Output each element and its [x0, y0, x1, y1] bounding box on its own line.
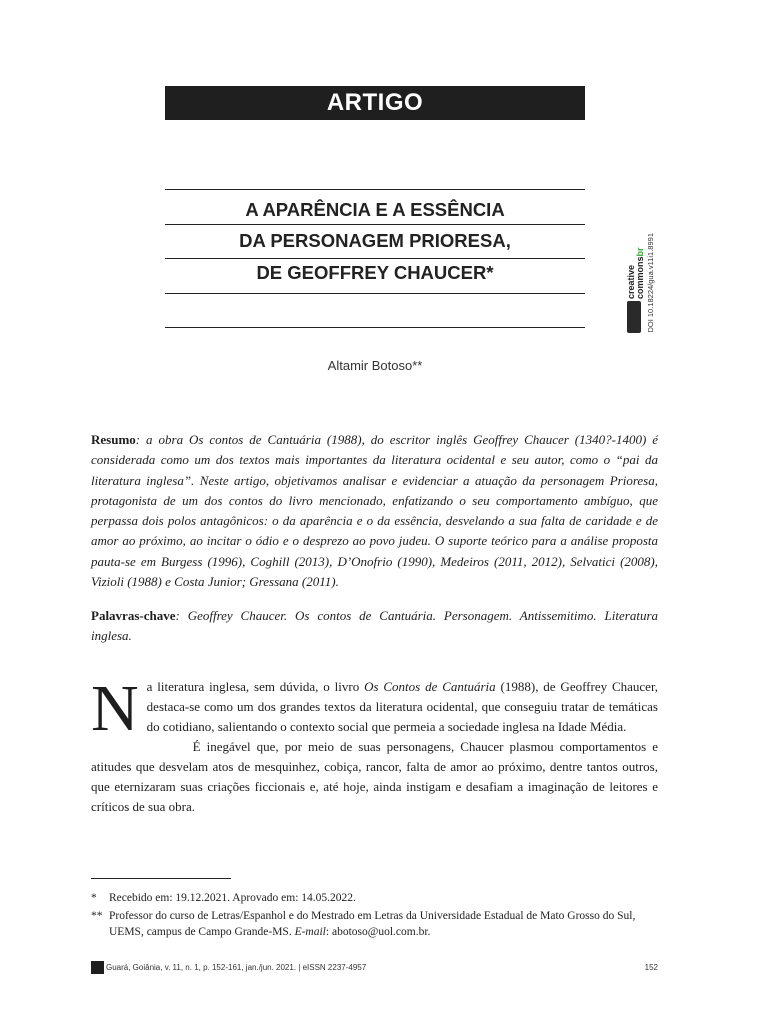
cc-license-icon	[627, 301, 641, 333]
p1-book-title: Os Contos de Cantuária	[364, 679, 496, 694]
doi-label: DOI 10.18224/gua.v11i1.8991	[646, 233, 655, 333]
article-title-line-1: A APARÊNCIA E A ESSÊNCIA	[245, 199, 505, 220]
footnote-2	[91, 908, 658, 940]
keywords	[91, 606, 658, 647]
footnote-rule	[91, 878, 231, 879]
article-title-line-3: DE GEOFFREY CHAUCER*	[256, 262, 494, 283]
license-sidebar	[627, 215, 659, 333]
author-name: Altamir Botoso**	[327, 358, 423, 373]
abstract-label: Resumo	[91, 432, 136, 447]
title-rule-1	[165, 224, 585, 225]
footnote-1-mark: *	[91, 892, 97, 904]
p1-text-b: (1988), de Geoffrey Chaucer, destaca-se como um dos grandes textos da literatura ocidental, que conseguiu tratar de temáticas do cotidiano, salientando o contexto social que permeia a sociedade inglesa na Idade Média.	[146, 679, 659, 734]
footnote-1-text: Recebido em: 19.12.2021. Aprovado em: 14.05.2022.	[109, 892, 356, 904]
body-paragraph-1	[91, 672, 659, 745]
body-paragraph-2: É inegável que, por meio de suas personagens, Chaucer plasmou comportamentos e atitudes que desvelam atos de mesquinhez, cobiça, rancor, falta de amor ao próximo, dentre tantos outros, que eternizaram suas criações ficcionais e, até hoje, ainda instigam e desafiam a imaginação de leitores e críticos de sua obra.	[91, 739, 658, 814]
footnote-2-mark: **	[91, 910, 103, 922]
footnote-2-body: Professor do curso de Letras/Espanhol e do Mestrado em Letras da Universidade Estadual de Mato Grosso do Sul, UEMS, campus de Campo Grande-MS.	[109, 910, 636, 938]
keywords-label: Palavras-chave	[91, 608, 176, 623]
journal-citation: Guará, Goiânia, v. 11, n. 1, p. 152-161, jan./jun. 2021. | eISSN 2237-4957	[106, 963, 367, 972]
drop-cap: N	[91, 672, 139, 745]
abstract-text: : a obra Os contos de Cantuária (1988), do escritor inglês Geoffrey Chaucer (1340?-1400) é considerada como um dos textos mais importantes da literatura ocidental e seu autor, como o “pai da literatura inglesa”. Neste artigo, objetivamos analisar e evidenciar a atuação da personagem Prioresa, protagonista de um dos contos do livro mencionado, enfatizando o seu comportamento ambíguo, que perpassa dois polos antagônicos: o da aparência e o da essência, desvelando a sua falta de caridade e de amor ao próximo, ao incitar o ódio e o desprezo ao povo judeu. O suporte teórico para a análise proposta pauta-se em Burgess (1996), Coghill (2013), D’Onofrio (1990), Medeiros (2011, 2012), Selvatici (2008), Vizioli (1988) e Costa Junior; Gressana (2011).	[91, 432, 658, 590]
footnote-2-email-label: E-mail	[294, 926, 326, 938]
article-title-line-2: DA PERSONAGEM PRIORESA,	[239, 230, 511, 251]
p1-text-a: a literatura inglesa, sem dúvida, o livro	[146, 679, 365, 694]
abstract	[91, 430, 658, 592]
keywords-text: : Geoffrey Chaucer. Os contos de Cantuária. Personagem. Antissemitimo. Literatura inglesa.	[91, 608, 658, 644]
creative-commons-logo	[627, 215, 645, 299]
title-rule-3	[165, 293, 585, 294]
footer-square-icon	[91, 961, 104, 974]
footnote-2-email[interactable]: : abotoso@uol.com.br.	[325, 926, 431, 938]
license-suffix: br	[635, 247, 645, 257]
title-rule-top	[165, 189, 585, 190]
page-footer	[91, 961, 658, 975]
article-body	[91, 672, 659, 817]
license-text: creative commons	[626, 256, 645, 299]
footnote-1	[91, 890, 658, 906]
page-number: 152	[644, 963, 658, 972]
section-banner: ARTIGO	[165, 86, 585, 120]
footnote-2-text	[109, 908, 658, 940]
title-rule-bottom	[165, 327, 585, 328]
title-rule-2	[165, 258, 585, 259]
